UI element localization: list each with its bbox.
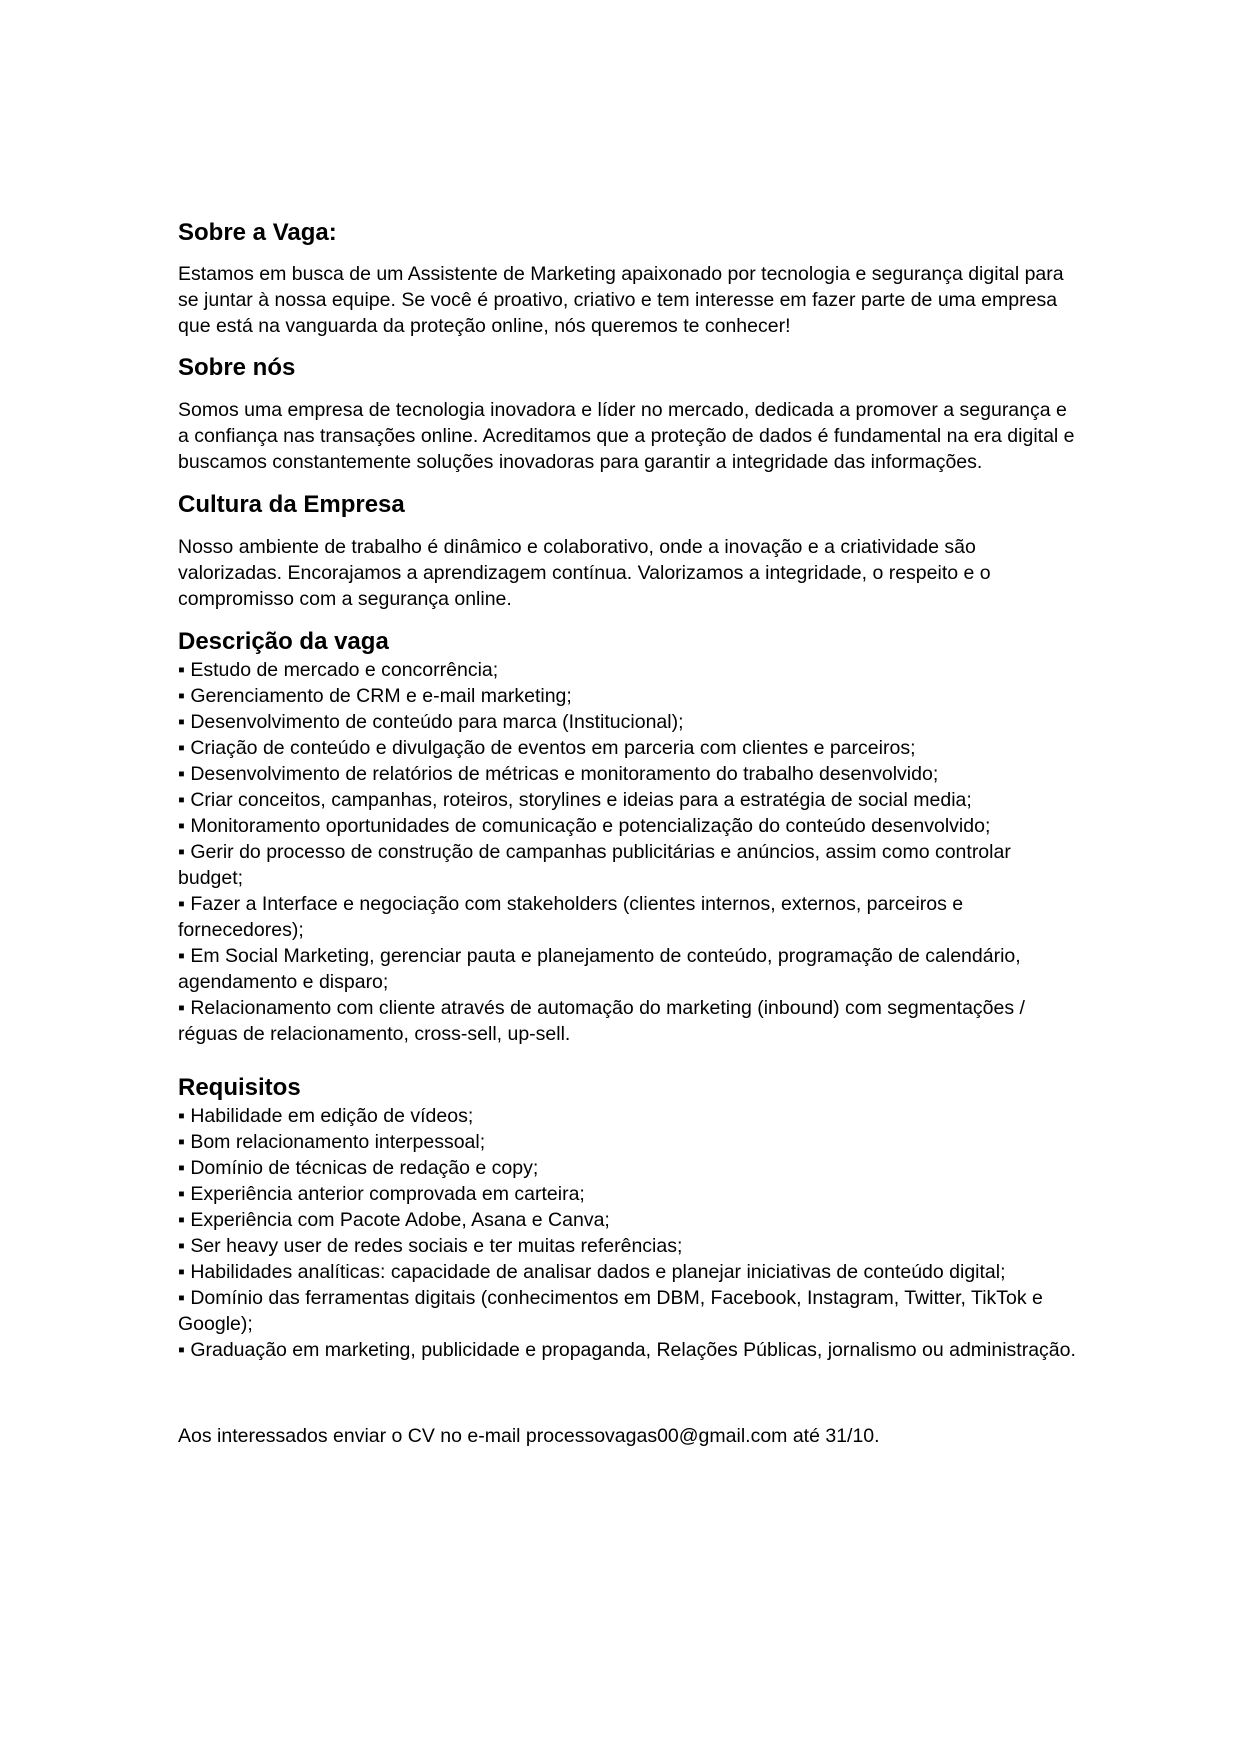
document-page (178, 218, 1078, 1449)
list-item: ▪ Fazer a Interface e negociação com stakeholders (clientes internos, externos, parceiros e fornecedores); (178, 893, 964, 941)
requirements-heading: Requisitos (178, 1074, 301, 1101)
list-item: ▪ Criação de conteúdo e divulgação de eventos em parceria com clientes e parceiros; (178, 737, 916, 759)
list-item: ▪ Graduação em marketing, publicidade e propaganda, Relações Públicas, jornalismo ou administração. (178, 1339, 1076, 1361)
list-item: ▪ Gerir do processo de construção de campanhas publicitárias e anúncios, assim como controlar budget; (178, 841, 1011, 889)
list-item: ▪ Em Social Marketing, gerenciar pauta e planejamento de conteúdo, programação de calendário, agendamento e disparo; (178, 945, 1021, 993)
footer-contact-text: Aos interessados enviar o CV no e-mail processovagas00@gmail.com até 31/10. (178, 1425, 880, 1447)
culture-heading: Cultura da Empresa (178, 491, 405, 518)
list-item: ▪ Habilidades analíticas: capacidade de analisar dados e planejar iniciativas de conteúdo digital; (178, 1261, 1006, 1283)
about-us-text: Somos uma empresa de tecnologia inovadora e líder no mercado, dedicada a promover a segurança e a confiança nas transações online. Acreditamos que a proteção de dados é fundamental na era digital e buscamos constantemente soluções inovadoras para garantir a integridade das informações. (178, 399, 1075, 473)
list-item: ▪ Desenvolvimento de conteúdo para marca (Institucional); (178, 711, 684, 733)
list-item: ▪ Desenvolvimento de relatórios de métricas e monitoramento do trabalho desenvolvido; (178, 763, 939, 785)
about-job-heading: Sobre a Vaga: (178, 219, 337, 246)
list-item: ▪ Domínio de técnicas de redação e copy; (178, 1157, 539, 1179)
description-list (178, 657, 1078, 1047)
culture-text: Nosso ambiente de trabalho é dinâmico e colaborativo, onde a inovação e a criatividade são valorizadas. Encorajamos a aprendizagem contínua. Valorizamos a integridade, o respeito e o compromisso com a segurança online. (178, 536, 991, 610)
requirements-list (178, 1103, 1078, 1363)
list-item: ▪ Relacionamento com cliente através de automação do marketing (inbound) com segmentações / réguas de relacionamento, cross-sell, up-sell. (178, 997, 1025, 1045)
list-item: ▪ Monitoramento oportunidades de comunicação e potencialização do conteúdo desenvolvido; (178, 815, 991, 837)
list-item: ▪ Domínio das ferramentas digitais (conhecimentos em DBM, Facebook, Instagram, Twitter, TikTok e Google); (178, 1287, 1043, 1335)
list-item: ▪ Criar conceitos, campanhas, roteiros, storylines e ideias para a estratégia de social media; (178, 789, 972, 811)
list-item: ▪ Experiência com Pacote Adobe, Asana e Canva; (178, 1209, 610, 1231)
list-item: ▪ Experiência anterior comprovada em carteira; (178, 1183, 585, 1205)
list-item: ▪ Ser heavy user de redes sociais e ter muitas referências; (178, 1235, 683, 1257)
about-us-heading: Sobre nós (178, 354, 296, 381)
list-item: ▪ Gerenciamento de CRM e e-mail marketing; (178, 685, 572, 707)
description-heading: Descrição da vaga (178, 628, 389, 655)
list-item: ▪ Estudo de mercado e concorrência; (178, 659, 499, 681)
about-job-text: Estamos em busca de um Assistente de Marketing apaixonado por tecnologia e segurança digital para se juntar à nossa equipe. Se você é proativo, criativo e tem interesse em fazer parte de uma empresa que está na vanguarda da proteção online, nós queremos te conhecer! (178, 263, 1064, 337)
list-item: ▪ Bom relacionamento interpessoal; (178, 1131, 486, 1153)
list-item: ▪ Habilidade em edição de vídeos; (178, 1105, 474, 1127)
